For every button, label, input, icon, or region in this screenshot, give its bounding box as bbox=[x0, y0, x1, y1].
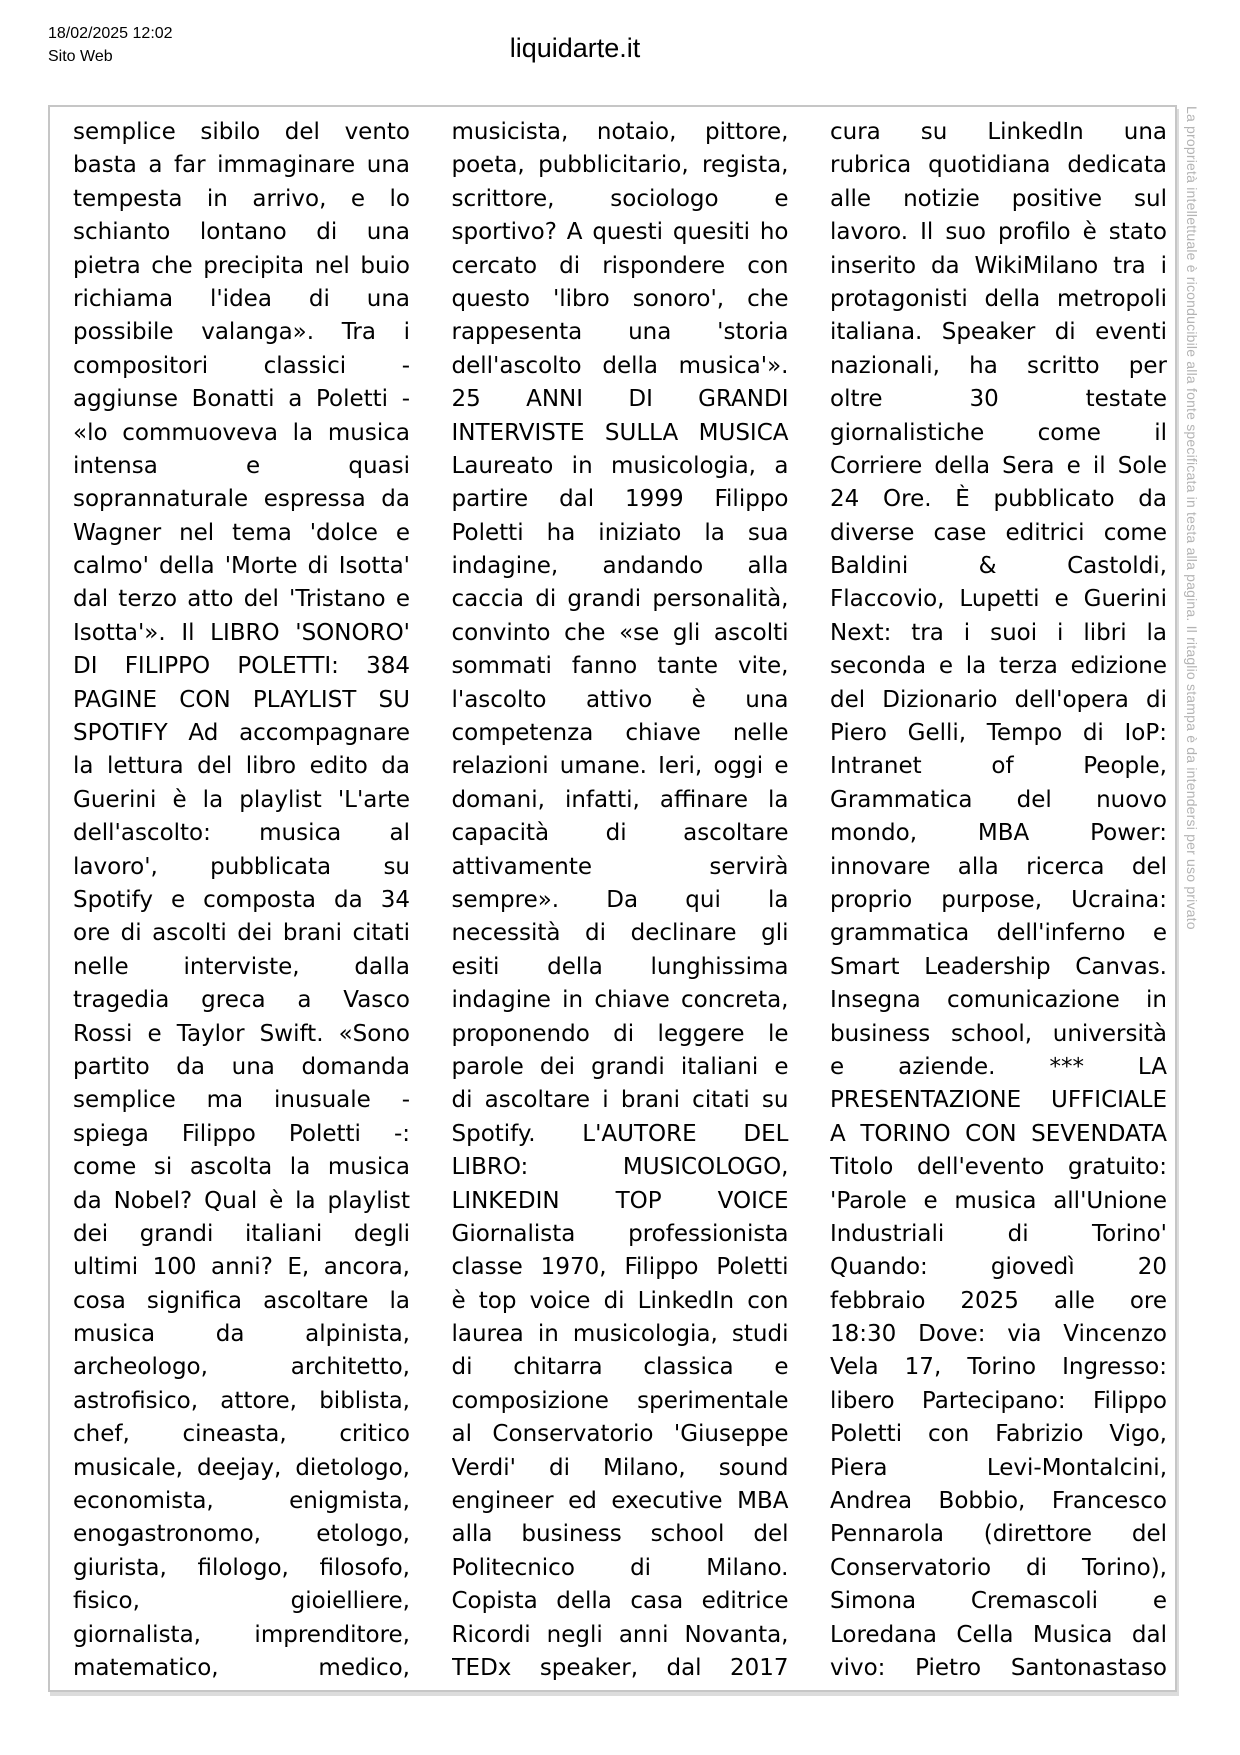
article-line: scrittore, sociologo e bbox=[451, 185, 789, 212]
article-line: Corriere della Sera e il Sole bbox=[830, 452, 1167, 479]
article-line: Insegna comunicazione in bbox=[830, 987, 1167, 1014]
article-line: vivo: Pietro Santonastaso bbox=[830, 1654, 1167, 1681]
article-line: dal terzo atto del 'Tristano e bbox=[73, 586, 410, 613]
article-line: Andrea Bobbio, Francesco bbox=[830, 1488, 1167, 1515]
article-line: alla business school del bbox=[451, 1521, 789, 1548]
article-line: economista, enigmista, bbox=[73, 1488, 410, 1515]
article-line: Conservatorio di Torino), bbox=[830, 1554, 1167, 1581]
article-line: sportivo? A questi quesiti ho bbox=[451, 219, 789, 246]
article-line: musicista, notaio, pittore, bbox=[451, 119, 789, 145]
article-line: Baldini & Castoldi, bbox=[830, 553, 1167, 580]
site-title: liquidarte.it bbox=[509, 33, 641, 63]
article-line: inserito da WikiMilano tra i bbox=[830, 252, 1167, 279]
article-line: come si ascolta la musica bbox=[73, 1154, 410, 1181]
article-line: lavoro', pubblicata su bbox=[73, 853, 410, 880]
article-line: da Nobel? Qual è la playlist bbox=[73, 1187, 410, 1214]
article-line: semplice ma inusuale - bbox=[73, 1087, 410, 1114]
article-column-2 bbox=[452, 116, 789, 1685]
article-line: classe 1970, Filippo Poletti bbox=[451, 1254, 789, 1281]
article-line: l'ascolto attivo è una bbox=[451, 686, 789, 713]
article-line: Rossi e Taylor Swift. «Sono bbox=[73, 1020, 410, 1047]
article-line: A TORINO CON SEVENDATA bbox=[830, 1120, 1167, 1147]
article-line: soprannaturale espressa da bbox=[73, 486, 410, 513]
article-line: Pennarola (direttore del bbox=[830, 1521, 1167, 1548]
article-line: dell'ascolto: musica al bbox=[73, 820, 410, 847]
article-line: mondo, MBA Power: bbox=[830, 820, 1167, 847]
article-line: lavoro. Il suo profilo è stato bbox=[830, 219, 1167, 246]
article-line: enogastronomo, etologo, bbox=[73, 1521, 410, 1548]
article-line: LIBRO: MUSICOLOGO, bbox=[451, 1154, 789, 1181]
article-line: Piero Gelli, Tempo di IoP: bbox=[830, 720, 1167, 747]
article-line: cosa significa ascoltare la bbox=[73, 1287, 410, 1314]
article-line: tempesta in arrivo, e lo bbox=[73, 185, 410, 212]
article-line: pietra che precipita nel buio bbox=[73, 252, 410, 279]
article-line: tragedia greca a Vasco bbox=[73, 987, 410, 1014]
article-line: Quando: giovedì 20 bbox=[830, 1254, 1167, 1281]
article-line: matematico, medico, bbox=[73, 1654, 410, 1681]
article-line: astrofisico, attore, biblista, bbox=[73, 1387, 410, 1414]
article-line: ore di ascolti dei brani citati bbox=[73, 920, 410, 947]
article-line: alle notizie positive sul bbox=[830, 185, 1167, 212]
article-line: convinto che «se gli ascolti bbox=[451, 619, 789, 646]
article-line: capacità di ascoltare bbox=[451, 820, 789, 847]
article-line: domani, infatti, affinare la bbox=[451, 786, 789, 813]
article-line: oltre 30 testate bbox=[830, 386, 1167, 413]
article-line: Piera Levi-Montalcini, bbox=[830, 1454, 1167, 1481]
article-line: Grammatica del nuovo bbox=[830, 786, 1167, 813]
article-line: protagonisti della metropoli bbox=[830, 285, 1167, 312]
article-line: Giornalista professionista bbox=[451, 1220, 789, 1247]
article-line: Vela 17, Torino Ingresso: bbox=[830, 1354, 1167, 1381]
article-line: la lettura del libro edito da bbox=[73, 753, 410, 780]
article-line: basta a far immaginare una bbox=[73, 152, 410, 179]
article-line: necessità di declinare gli bbox=[451, 920, 789, 947]
copyright-disclaimer-vertical: La proprietà intellettuale è riconducibile alla fonte specificata in testa alla pagina. Il ritaglio stampa è da intendersi per uso privato bbox=[1184, 106, 1200, 930]
article-line: engineer ed executive MBA bbox=[451, 1488, 789, 1515]
article-line: possibile valanga». Tra i bbox=[73, 319, 410, 346]
article-line: Laureato in musicologia, a bbox=[451, 452, 789, 479]
article-line: «lo commuoveva la musica bbox=[73, 419, 410, 446]
article-line: Copista della casa editrice bbox=[451, 1588, 789, 1615]
article-line: cercato di rispondere con bbox=[451, 252, 789, 279]
article-line: archeologo, architetto, bbox=[73, 1354, 410, 1381]
article-line: parole dei grandi italiani e bbox=[451, 1053, 789, 1080]
article-line: Spotify e composta da 34 bbox=[73, 886, 410, 913]
article-line: partito da una domanda bbox=[73, 1053, 410, 1080]
article-line: Isotta'». Il LIBRO 'SONORO' bbox=[73, 619, 410, 646]
article-line: di ascoltare i brani citati su bbox=[451, 1087, 789, 1114]
article-line: Guerini è la playlist 'L'arte bbox=[73, 786, 410, 813]
article-line: Poletti ha iniziato la sua bbox=[451, 519, 789, 546]
article-line: dell'ascolto della musica'». bbox=[451, 352, 789, 379]
article-line: business school, università bbox=[830, 1020, 1167, 1047]
article-line: proprio purpose, Ucraina: bbox=[830, 886, 1167, 913]
article-line: Verdi' di Milano, sound bbox=[451, 1454, 789, 1481]
article-line: giornalista, imprenditore, bbox=[73, 1621, 410, 1648]
header-date: 18/02/2025 12:02 bbox=[48, 25, 173, 42]
article-line: Intranet of People, bbox=[830, 753, 1167, 780]
article-line: questo 'libro sonoro', che bbox=[451, 285, 789, 312]
article-line: giurista, filologo, filosofo, bbox=[73, 1554, 410, 1581]
article-line: intensa e quasi bbox=[73, 452, 410, 479]
article-line: composizione sperimentale bbox=[451, 1387, 789, 1414]
article-line: SPOTIFY Ad accompagnare bbox=[73, 720, 410, 747]
article-line: Flaccovio, Lupetti e Guerini bbox=[830, 586, 1167, 613]
article-line: indagine, andando alla bbox=[451, 553, 789, 580]
article-line: poeta, pubblicitario, regista, bbox=[451, 152, 789, 179]
article-line: e aziende. *** LA bbox=[830, 1053, 1167, 1080]
article-line: seconda e la terza edizione bbox=[830, 653, 1167, 680]
article-line: nelle interviste, dalla bbox=[73, 953, 410, 980]
article-line: caccia di grandi personalità, bbox=[451, 586, 789, 613]
article-line: Simona Cremascoli e bbox=[830, 1588, 1167, 1615]
article-line: nazionali, ha scritto per bbox=[830, 352, 1167, 379]
article-line: di chitarra classica e bbox=[451, 1354, 789, 1381]
article-line: musica da alpinista, bbox=[73, 1321, 410, 1348]
article-line: Next: tra i suoi i libri la bbox=[830, 619, 1167, 646]
article-line: Ricordi negli anni Novanta, bbox=[451, 1621, 789, 1648]
article-line: attivamente servirà bbox=[451, 853, 789, 880]
article-line: innovare alla ricerca del bbox=[830, 853, 1167, 880]
article-line: partire dal 1999 Filippo bbox=[451, 486, 789, 513]
article-line: relazioni umane. Ieri, oggi e bbox=[451, 753, 789, 780]
article-line: Poletti con Fabrizio Vigo, bbox=[830, 1421, 1167, 1448]
article-line: italiana. Speaker di eventi bbox=[830, 319, 1167, 346]
article-line: è top voice di LinkedIn con bbox=[451, 1287, 789, 1314]
header-source-type: Sito Web bbox=[48, 48, 113, 65]
article-line: Spotify. L'AUTORE DEL bbox=[451, 1120, 789, 1147]
article-line: aggiunse Bonatti a Poletti - bbox=[73, 386, 410, 413]
article-line: Industriali di Torino' bbox=[830, 1220, 1167, 1247]
article-line: ultimi 100 anni? E, ancora, bbox=[73, 1254, 410, 1281]
article-line: al Conservatorio 'Giuseppe bbox=[451, 1421, 789, 1448]
article-line: calmo' della 'Morte di Isotta' bbox=[73, 553, 410, 580]
article-line: diverse case editrici come bbox=[830, 519, 1167, 546]
article-line: Wagner nel tema 'dolce e bbox=[73, 519, 410, 546]
article-line: proponendo di leggere le bbox=[451, 1020, 789, 1047]
article-line: Smart Leadership Canvas. bbox=[830, 953, 1167, 980]
article-line: chef, cineasta, critico bbox=[73, 1421, 410, 1448]
article-box bbox=[48, 105, 1177, 1692]
article-line: semplice sibilo del vento bbox=[73, 119, 410, 145]
article-line: 'Parole e musica all'Unione bbox=[830, 1187, 1167, 1214]
article-line: TEDx speaker, dal 2017 bbox=[451, 1654, 789, 1681]
article-line: compositori classici - bbox=[73, 352, 410, 379]
article-line: PRESENTAZIONE UFFICIALE bbox=[830, 1087, 1167, 1114]
article-line: 25 ANNI DI GRANDI bbox=[451, 386, 789, 413]
article-line: rubrica quotidiana dedicata bbox=[830, 152, 1167, 179]
article-line: sempre». Da qui la bbox=[451, 886, 789, 913]
article-line: rappesenta una 'storia bbox=[451, 319, 789, 346]
article-line: spiega Filippo Poletti -: bbox=[73, 1120, 410, 1147]
article-line: del Dizionario dell'opera di bbox=[830, 686, 1167, 713]
article-line: laurea in musicologia, studi bbox=[451, 1321, 789, 1348]
article-line: Titolo dell'evento gratuito: bbox=[830, 1154, 1167, 1181]
article-line: 24 Ore. È pubblicato da bbox=[830, 486, 1167, 513]
article-line: indagine in chiave concreta, bbox=[451, 987, 789, 1014]
article-line: dei grandi italiani degli bbox=[73, 1220, 410, 1247]
article-line: PAGINE CON PLAYLIST SU bbox=[73, 686, 410, 713]
article-line: Loredana Cella Musica dal bbox=[830, 1621, 1167, 1648]
article-line: febbraio 2025 alle ore bbox=[830, 1287, 1167, 1314]
article-line: Politecnico di Milano. bbox=[451, 1554, 789, 1581]
article-line: giornalistiche come il bbox=[830, 419, 1167, 446]
article-line: LINKEDIN TOP VOICE bbox=[451, 1187, 789, 1214]
article-line: esiti della lunghissima bbox=[451, 953, 789, 980]
article-line: musicale, deejay, dietologo, bbox=[73, 1454, 410, 1481]
article-column-1 bbox=[73, 116, 410, 1685]
article-line: schianto lontano di una bbox=[73, 219, 410, 246]
article-line: competenza chiave nelle bbox=[451, 720, 789, 747]
article-line: cura su LinkedIn una bbox=[830, 119, 1167, 145]
article-columns bbox=[50, 107, 1175, 1685]
article-line: richiama l'idea di una bbox=[73, 285, 410, 312]
article-line: 18:30 Dove: via Vincenzo bbox=[830, 1321, 1167, 1348]
article-line: libero Partecipano: Filippo bbox=[830, 1387, 1167, 1414]
article-line: sommati fanno tante vite, bbox=[451, 653, 789, 680]
article-line: INTERVISTE SULLA MUSICA bbox=[451, 419, 789, 446]
article-column-3 bbox=[830, 116, 1167, 1685]
article-line: DI FILIPPO POLETTI: 384 bbox=[73, 653, 410, 680]
article-line: grammatica dell'inferno e bbox=[830, 920, 1167, 947]
article-line: fisico, gioielliere, bbox=[73, 1588, 410, 1615]
